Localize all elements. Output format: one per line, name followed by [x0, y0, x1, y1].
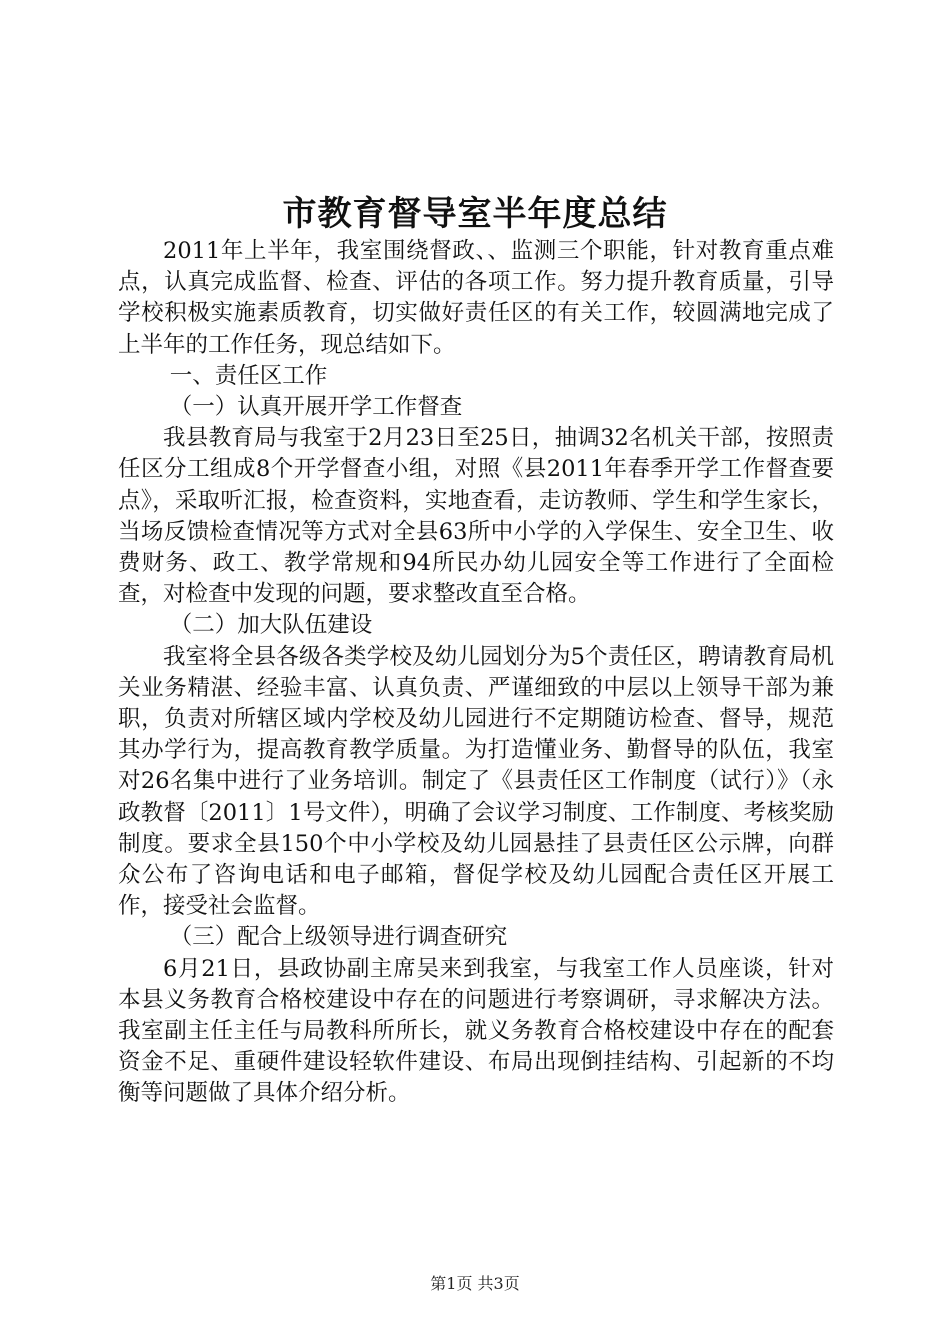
page-number-footer: 第1页 共3页 [430, 1274, 520, 1293]
body-paragraph: 我县教育局与我室于2月23日至25日，抽调32名机关干部，按照责任区分工组成8个开学督查小组，对照《县2011年春季开学工作督查要点》，采取听汇报，检查资料，实地查看，走访教师、学生和学生家长，当场反馈检查情况等方式对全县63所中小学的入学保生、安全卫生、收费财务、政工、教学常规和94所民办幼儿园安全等工作进行了全面检查，对检查中发现的问题，要求整改直至合格。 [118, 425, 834, 608]
subsection-heading-1: （一）认真开展开学工作督查 [169, 394, 463, 421]
intro-paragraph: 2011年上半年，我室围绕督政、、监测三个职能，针对教育重点难点，认真完成监督、检查、评估的各项工作。努力提升教育质量，引导学校积极实施素质教育，切实做好责任区的有关工作，较圆满地完成了上半年的工作任务，现总结如下。 [118, 238, 834, 358]
document-body [118, 236, 834, 1110]
section-heading-1: 一、责任区工作 [169, 362, 328, 389]
subsection-heading-2: （二）加大队伍建设 [169, 612, 373, 639]
document-title: 市教育督导室半年度总结 [282, 194, 668, 234]
body-paragraph: 我室将全县各级各类学校及幼儿园划分为5个责任区，聘请教育局机关业务精湛、经验丰富、认真负责、严谨细致的中层以上领导干部为兼职，负责对所辖区域内学校及幼儿园进行不定期随访检查、督导，规范其办学行为，提高教育教学质量。为打造懂业务、勤督导的队伍，我室对26名集中进行了业务培训。制定了《县责任区工作制度（试行）》（永政教督〔2011〕1号文件），明确了会议学习制度、工作制度、考核奖励制度。要求全县150个中小学校及幼儿园悬挂了县责任区公示牌，向群众公布了咨询电话和电子邮箱，督促学校及幼儿园配合责任区开展工作，接受社会监督。 [118, 643, 834, 920]
body-paragraph: 6月21日，县政协副主席吴来到我室，与我室工作人员座谈，针对本县义务教育合格校建设中存在的问题进行考察调研，寻求解决方法。我室副主任主任与局教科所所长，就义务教育合格校建设中存在的配套资金不足、重硬件建设轻软件建设、布局出现倒挂结构、引起新的不均衡等问题做了具体介绍分析。 [118, 955, 834, 1107]
subsection-heading-3: （三）配合上级领导进行调查研究 [169, 924, 508, 951]
